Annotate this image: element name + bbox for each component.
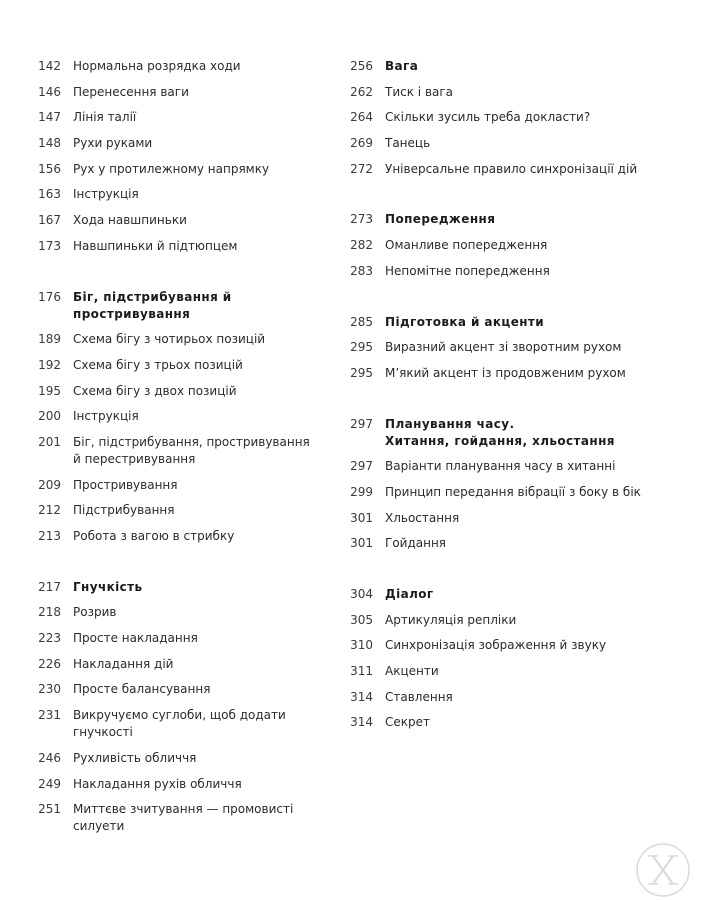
toc-entry-title: Виразний акцент зі зворотним рухом (385, 340, 622, 355)
toc-entry-title: Викручуємо суглоби, щоб додати гнучкості (73, 708, 286, 740)
toc-page-number: 192 (38, 357, 61, 372)
toc-page-number: 251 (38, 802, 61, 817)
toc-page-number: 249 (38, 776, 61, 791)
toc-page-number: 217 (38, 579, 61, 594)
toc-section-heading (338, 310, 678, 336)
toc-entry-title: Танець (385, 136, 431, 151)
toc-page-number: 163 (38, 187, 61, 202)
toc-entry-title: Принцип передання вібрації з боку в бік (385, 484, 641, 499)
toc-entry-title: Рух у протилежному напрямку (73, 161, 270, 176)
toc-page-number: 189 (38, 332, 61, 347)
toc-entry (26, 652, 341, 678)
section-gap (338, 557, 678, 582)
toc-entry (26, 379, 341, 405)
toc-entry-title: М’який акцент із продовженим рухом (385, 365, 626, 380)
toc-entry-title: Миттєве зчитування — промовисті силуети (73, 802, 294, 834)
toc-left-column (26, 54, 341, 840)
toc-entry-title: Хльостання (385, 510, 460, 525)
toc-page-number: 201 (38, 434, 61, 449)
toc-page-number: 231 (38, 708, 61, 723)
toc-entry-title: Акценти (385, 664, 439, 679)
toc-page-number: 223 (38, 631, 61, 646)
toc-entry (26, 772, 341, 798)
toc-entry-title: Тиск і вага (385, 84, 454, 99)
toc-entry (338, 659, 678, 685)
toc-page-number: 226 (38, 656, 61, 671)
toc-entry-title: Попередження (385, 212, 496, 227)
toc-page-number: 282 (350, 238, 373, 253)
toc-page-number: 310 (350, 638, 373, 653)
toc-entry (26, 746, 341, 772)
toc-entry-title: Артикуляція репліки (385, 612, 517, 627)
toc-page-number: 176 (38, 289, 61, 304)
toc-entry-title: Схема бігу з двох позицій (73, 383, 237, 398)
toc-entry (338, 259, 678, 285)
toc-entry-title: Розрив (73, 605, 117, 620)
toc-entry-title: Накладання дій (73, 656, 174, 671)
toc-page-number: 285 (350, 314, 373, 329)
toc-entry (338, 685, 678, 711)
toc-entry-title: Схема бігу з трьох позицій (73, 357, 243, 372)
section-gap (338, 285, 678, 310)
toc-page-number: 256 (350, 59, 373, 73)
toc-entry-title: Простривування (73, 477, 178, 492)
toc-entry-title: Хода навшпиньки (73, 213, 187, 228)
toc-entry (26, 524, 341, 550)
toc-page-number: 142 (38, 59, 61, 73)
toc-page-number: 311 (350, 664, 373, 679)
toc-page-number: 146 (38, 84, 61, 99)
toc-page-number: 297 (350, 416, 373, 431)
publisher-logo-icon (633, 840, 693, 900)
toc-page-number: 262 (350, 84, 373, 99)
toc-entry-title: Планування часу. Хитання, гойдання, хльостання (385, 416, 615, 448)
toc-entry (338, 233, 678, 259)
toc-entry (26, 327, 341, 353)
toc-page-number: 299 (350, 484, 373, 499)
section-gap (338, 387, 678, 412)
toc-entry (26, 677, 341, 703)
toc-right-column (338, 54, 678, 736)
toc-section-heading (26, 575, 341, 601)
toc-page-number: 301 (350, 536, 373, 551)
toc-page-number: 173 (38, 238, 61, 253)
toc-entry (26, 430, 341, 473)
toc-entry (26, 157, 341, 183)
toc-entry-title: Підготовка й акценти (385, 314, 545, 329)
toc-entry (338, 633, 678, 659)
section-gap (26, 550, 341, 575)
toc-section-heading (26, 285, 341, 328)
toc-page-number: 147 (38, 110, 61, 125)
toc-entry (26, 498, 341, 524)
toc-entry (338, 531, 678, 557)
toc-page-number: 304 (350, 587, 373, 601)
toc-entry (338, 480, 678, 506)
toc-entry (338, 157, 678, 183)
toc-page-number: 283 (350, 263, 373, 278)
toc-entry (26, 626, 341, 652)
toc-entry (338, 335, 678, 361)
toc-page-number: 156 (38, 161, 61, 176)
toc-entry-title: Навшпиньки й підтюпцем (73, 238, 238, 253)
toc-entry (338, 105, 678, 131)
toc-page-number: 200 (38, 409, 61, 424)
toc-page-number: 301 (350, 510, 373, 525)
toc-entry-title: Інструкція (73, 187, 139, 202)
toc-entry (26, 234, 341, 260)
toc-page-number: 195 (38, 383, 61, 398)
toc-entry-title: Рухливість обличчя (73, 750, 197, 765)
toc-page-number: 297 (350, 459, 373, 474)
toc-entry-title: Гнучкість (73, 579, 143, 594)
toc-entry-title: Підстрибування (73, 503, 175, 518)
toc-entry-title: Діалог (385, 587, 434, 601)
toc-entry-title: Скільки зусиль треба докласти? (385, 110, 591, 125)
toc-entry-title: Універсальне правило синхронізації дій (385, 161, 638, 176)
toc-entry-title: Перенесення ваги (73, 84, 189, 99)
toc-entry (26, 80, 341, 106)
toc-page-number: 269 (350, 136, 373, 151)
toc-page-number: 314 (350, 715, 373, 730)
toc-page-number: 167 (38, 213, 61, 228)
toc-entry-title: Гойдання (385, 536, 447, 551)
toc-entry (338, 80, 678, 106)
toc-entry-title: Просте накладання (73, 631, 198, 646)
toc-entry-title: Оманливе попередження (385, 238, 548, 253)
toc-entry (26, 105, 341, 131)
toc-entry-title: Нормальна розрядка ходи (73, 59, 241, 73)
toc-page-number: 295 (350, 340, 373, 355)
toc-entry-title: Біг, підстрибування, простривування й перестривування (73, 434, 310, 466)
toc-entry (338, 454, 678, 480)
toc-section-heading (338, 582, 678, 608)
toc-page-number: 305 (350, 612, 373, 627)
toc-page-number: 218 (38, 605, 61, 620)
toc-entry-title: Схема бігу з чотирьох позицій (73, 332, 266, 347)
toc-entry (338, 131, 678, 157)
toc-entry-title: Робота з вагою в стрибку (73, 529, 235, 543)
toc-entry-title: Накладання рухів обличчя (73, 776, 242, 791)
toc-page-number: 314 (350, 689, 373, 704)
toc-entry (26, 703, 341, 746)
toc-section-heading (338, 412, 678, 455)
toc-entry-title: Секрет (385, 715, 430, 730)
toc-page-number: 272 (350, 161, 373, 176)
toc-page-number: 148 (38, 136, 61, 151)
toc-entry-title: Інструкція (73, 409, 139, 424)
toc-page-number: 230 (38, 682, 61, 697)
toc-entry-title: Ставлення (385, 689, 453, 704)
toc-entry-title: Непомітне попередження (385, 263, 550, 278)
toc-page-number: 273 (350, 212, 373, 227)
toc-entry-title: Синхронізація зображення й звуку (385, 638, 607, 653)
toc-entry (26, 131, 341, 157)
toc-entry-title: Варіанти планування часу в хитанні (385, 459, 616, 474)
toc-entry-title: Просте балансування (73, 682, 211, 697)
toc-entry-title: Біг, підстрибування й простривування (73, 289, 232, 321)
section-gap (26, 260, 341, 285)
toc-page-number: 295 (350, 365, 373, 380)
toc-entry (338, 710, 678, 736)
toc-entry (338, 361, 678, 387)
toc-entry-title: Лінія талії (73, 110, 137, 125)
toc-page-number: 209 (38, 477, 61, 492)
toc-entry-title: Рухи руками (73, 136, 153, 151)
toc-entry (26, 353, 341, 379)
toc-page-number: 264 (350, 110, 373, 125)
toc-entry (26, 473, 341, 499)
toc-page-number: 213 (38, 529, 61, 543)
toc-section-heading (338, 207, 678, 233)
toc-entry (26, 182, 341, 208)
toc-page-number: 212 (38, 503, 61, 518)
section-gap (338, 182, 678, 207)
toc-entry (338, 506, 678, 532)
toc-entry-title: Вага (385, 59, 419, 73)
toc-entry (26, 404, 341, 430)
toc-page-number: 246 (38, 750, 61, 765)
toc-entry (26, 208, 341, 234)
toc-entry (26, 797, 341, 840)
toc-section-heading (338, 54, 678, 80)
toc-entry (26, 600, 341, 626)
toc-entry (338, 608, 678, 634)
toc-entry (26, 54, 341, 80)
